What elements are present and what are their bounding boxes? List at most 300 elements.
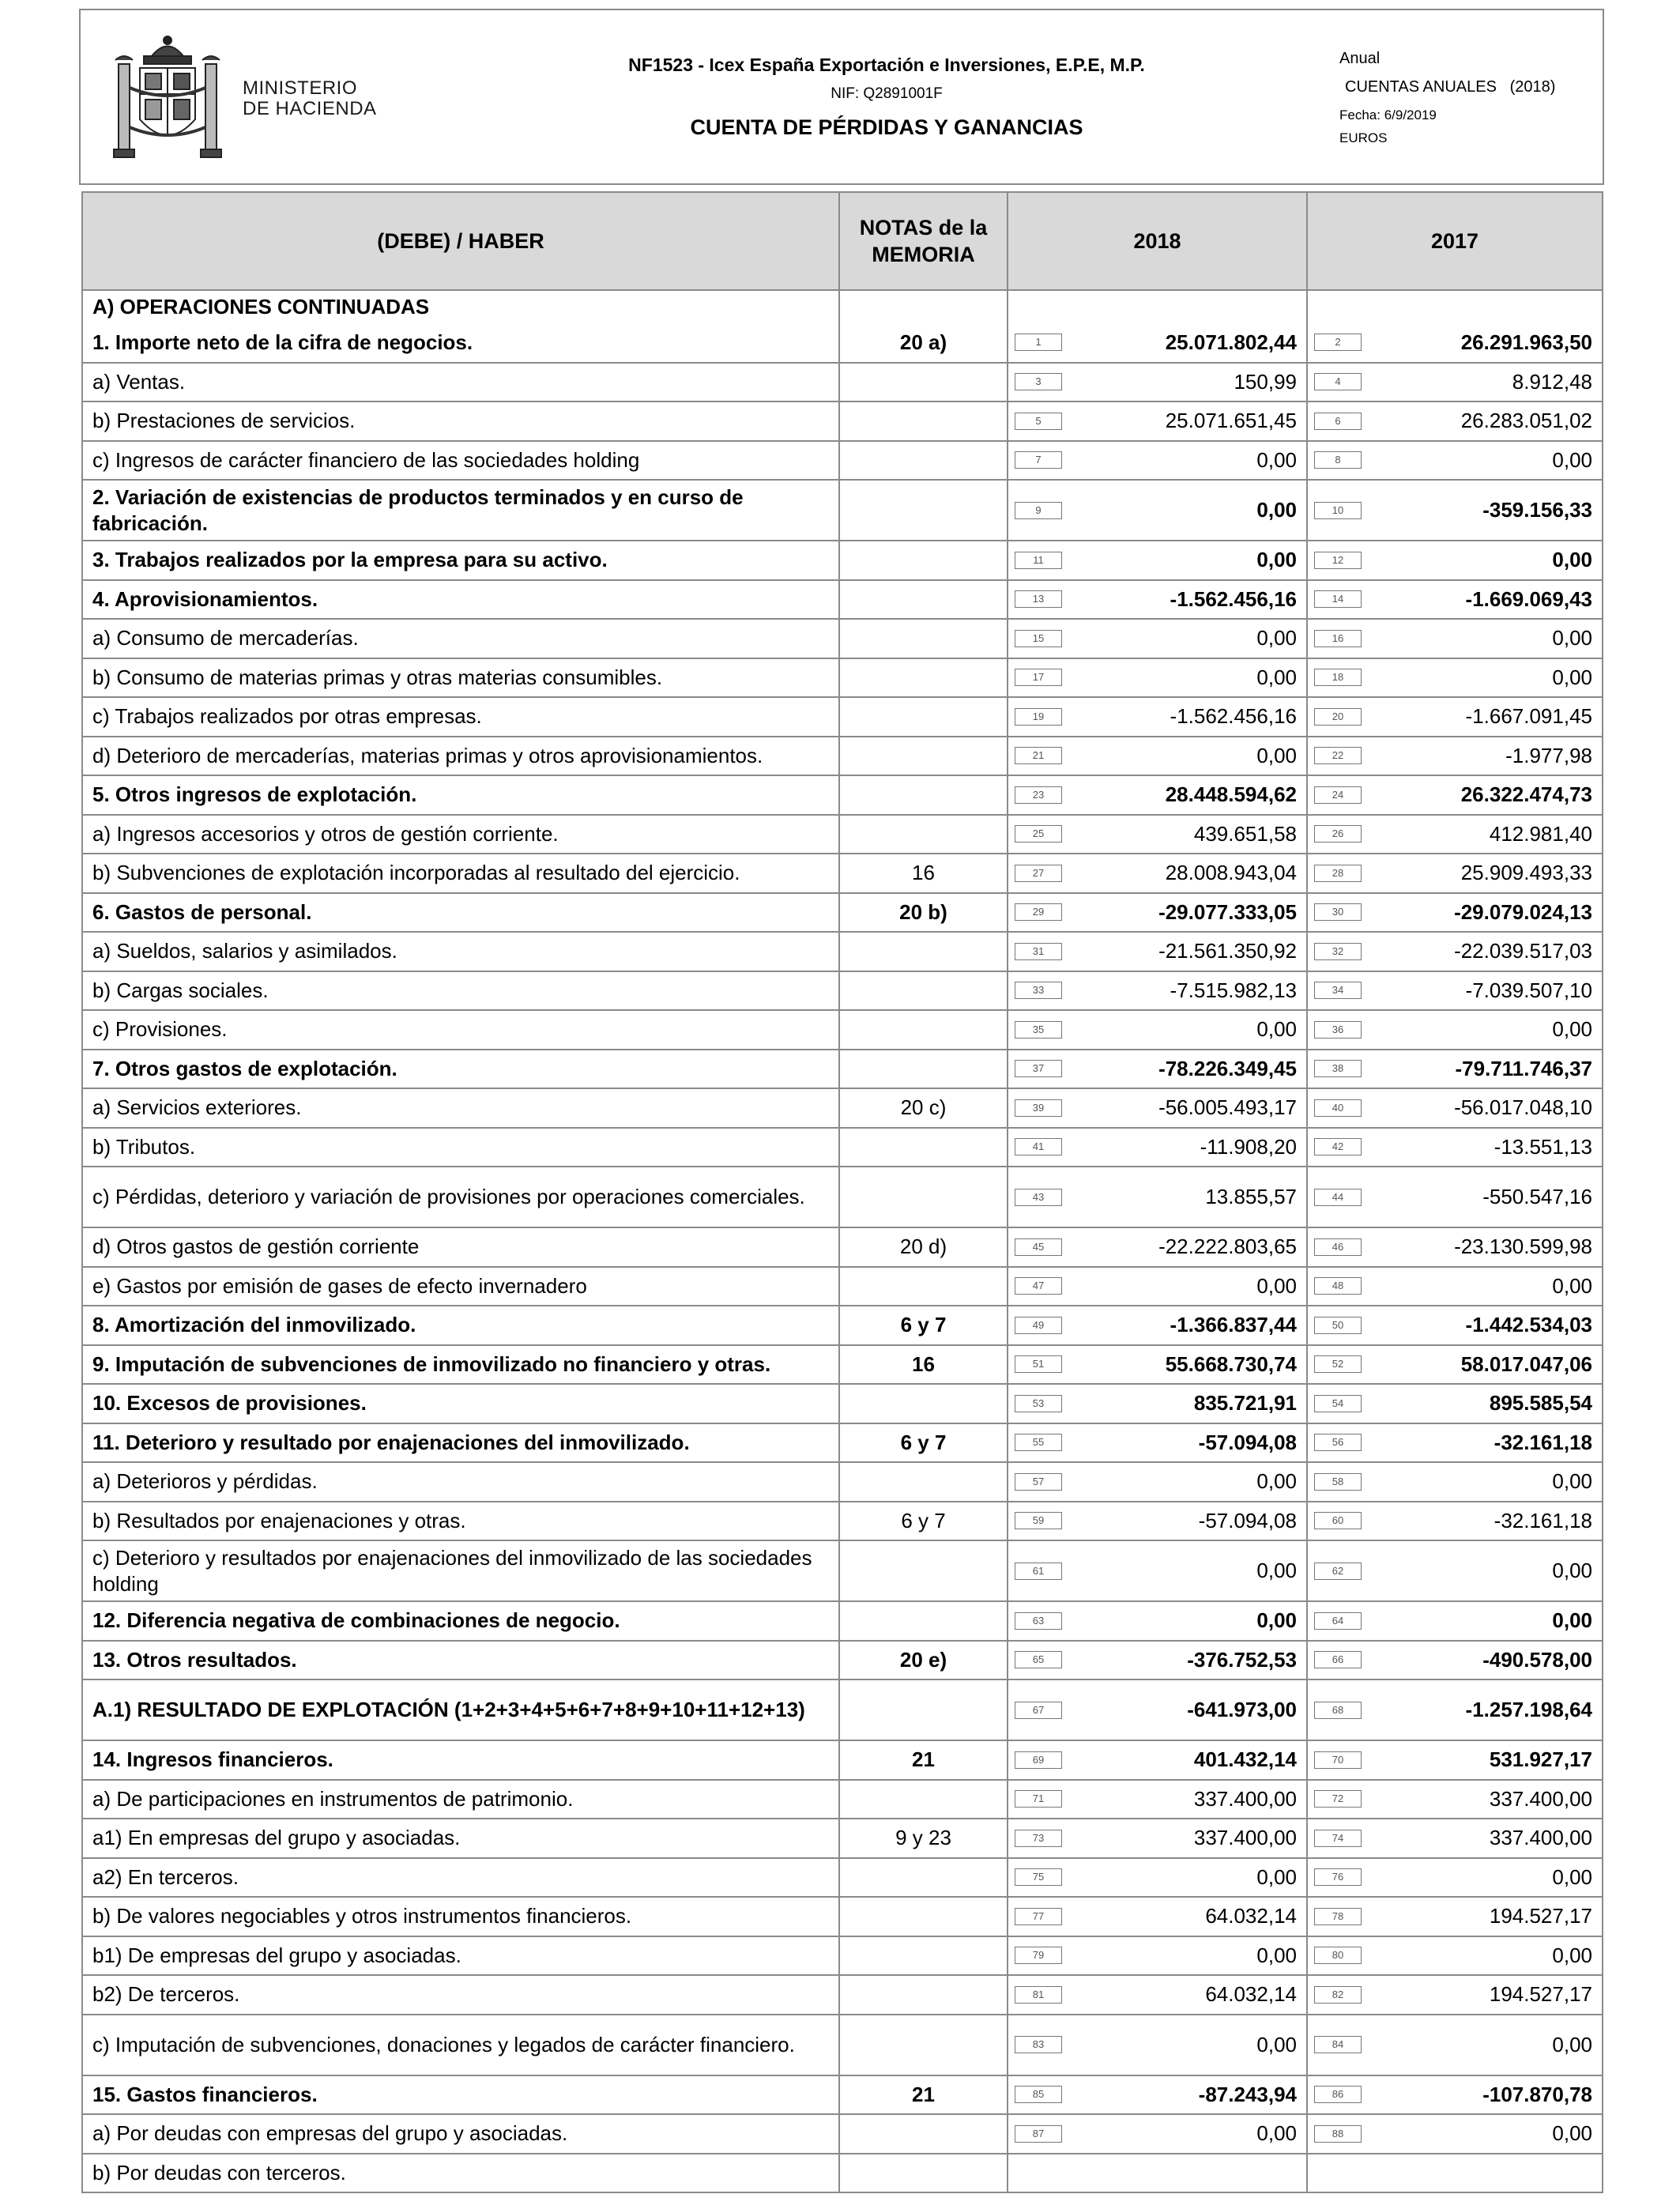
- row-amount-2017: 194.527,17: [1489, 1982, 1592, 2007]
- row-nota: [839, 1462, 1008, 1502]
- row-label: b) Por deudas con terceros.: [82, 2154, 839, 2193]
- row-value-2018: [1008, 1227, 1307, 1267]
- row-amount-2017: 0,00: [1552, 1864, 1592, 1889]
- row-nota: 6 y 7: [839, 1423, 1008, 1463]
- row-box-2018: 63: [1015, 1612, 1062, 1630]
- row-box-2018: 27: [1015, 865, 1062, 882]
- row-amount-2018: -87.243,94: [1198, 2082, 1297, 2106]
- row-box-2018: 41: [1015, 1138, 1062, 1155]
- row-value-2018: [1008, 1858, 1307, 1898]
- row-value-2017: [1307, 1227, 1603, 1267]
- row-box-2018: 83: [1015, 2036, 1062, 2053]
- row-nota: [839, 1167, 1008, 1227]
- row-box-2017: 30: [1314, 903, 1362, 921]
- row-value-2018: [1008, 737, 1307, 776]
- row-value-2018: [1008, 697, 1307, 737]
- row-amount-2017: 26.291.963,50: [1460, 330, 1592, 354]
- row-value-2017: [1307, 854, 1603, 893]
- row-box-2018: 9: [1015, 502, 1062, 519]
- row-amount-2017: 337.400,00: [1489, 1826, 1592, 1850]
- row-amount-2018: 0,00: [1256, 743, 1297, 767]
- row-box-2018: 75: [1015, 1868, 1062, 1886]
- table-row: [82, 2154, 1603, 2193]
- row-value-2018: [1008, 480, 1307, 541]
- row-label: 2. Variación de existencias de productos terminados y en curso de fabricación.: [82, 480, 839, 541]
- row-amount-2018: 64.032,14: [1205, 1904, 1297, 1928]
- row-nota: 6 y 7: [839, 1306, 1008, 1345]
- table-row: [82, 1306, 1603, 1345]
- row-value-2018: [1008, 580, 1307, 620]
- row-amount-2017: -56.017.048,10: [1454, 1095, 1592, 1120]
- row-label: 6. Gastos de personal.: [82, 893, 839, 933]
- row-value-2018: [1008, 1780, 1307, 1819]
- row-box-2018: 35: [1015, 1021, 1062, 1039]
- header-notes-line1: NOTAS de la: [859, 216, 988, 239]
- row-label: a) Servicios exteriores.: [82, 1088, 839, 1128]
- row-amount-2018: 0,00: [1256, 2121, 1297, 2146]
- table-row: [82, 893, 1603, 933]
- table-row: [82, 1858, 1603, 1898]
- table-row: [82, 815, 1603, 854]
- row-nota: [839, 815, 1008, 854]
- row-value-2018: [1008, 2015, 1307, 2075]
- row-amount-2017: -107.870,78: [1482, 2082, 1592, 2106]
- row-nota: [839, 1540, 1008, 1601]
- row-nota: [839, 971, 1008, 1011]
- row-box-2018: 15: [1015, 630, 1062, 647]
- row-value-2018: [1008, 932, 1307, 971]
- row-amount-2018: -78.226.349,45: [1158, 1056, 1297, 1080]
- table-row: [82, 1819, 1603, 1858]
- row-nota: 20 e): [839, 1641, 1008, 1680]
- table-row: [82, 932, 1603, 971]
- row-value-2017: [1307, 1502, 1603, 1541]
- table-row: [82, 1502, 1603, 1541]
- table-header-row: [82, 192, 1603, 290]
- row-box-2018: 87: [1015, 2125, 1062, 2143]
- row-box-2018: 7: [1015, 451, 1062, 469]
- row-nota: [839, 1679, 1008, 1740]
- row-amount-2017: -29.079.024,13: [1454, 899, 1592, 924]
- row-label: c) Imputación de subvenciones, donaciones y legados de carácter financiero.: [82, 2015, 839, 2075]
- row-nota: [839, 1601, 1008, 1641]
- row-value-2018: [1008, 1679, 1307, 1740]
- row-box-2018: 49: [1015, 1317, 1062, 1334]
- row-nota: [839, 1128, 1008, 1167]
- row-amount-2017: 26.322.474,73: [1460, 782, 1592, 807]
- row-box-2017: 70: [1314, 1751, 1362, 1769]
- row-value-2017: [1307, 1306, 1603, 1345]
- row-box-2018: 13: [1015, 590, 1062, 608]
- row-value-2018: [1008, 658, 1307, 698]
- row-box-2018: 31: [1015, 943, 1062, 960]
- row-value-2017: [1307, 1975, 1603, 2015]
- row-label: 3. Trabajos realizados por la empresa para su activo.: [82, 541, 839, 580]
- row-label: 10. Excesos de provisiones.: [82, 1384, 839, 1423]
- row-amount-2017: 412.981,40: [1489, 821, 1592, 846]
- table-row: [82, 737, 1603, 776]
- entity-name: NF1523 - Icex España Exportación e Inversiones, E.P.E, M.P.: [628, 55, 1145, 75]
- table-row: [82, 1088, 1603, 1128]
- row-amount-2017: 337.400,00: [1489, 1786, 1592, 1811]
- row-nota: [839, 1010, 1008, 1050]
- period-label: Anual: [1339, 50, 1381, 67]
- row-value-2018: [1008, 1345, 1307, 1385]
- row-value-2017: [1307, 2154, 1603, 2193]
- row-amount-2018: 0,00: [1256, 2032, 1297, 2056]
- row-nota: [839, 1384, 1008, 1423]
- row-label: 12. Diferencia negativa de combinaciones de negocio.: [82, 1601, 839, 1641]
- row-value-2017: [1307, 2075, 1603, 2115]
- row-value-2018: [1008, 1740, 1307, 1780]
- table-row: [82, 619, 1603, 658]
- row-label: b) Consumo de materias primas y otras materias consumibles.: [82, 658, 839, 698]
- section-nota-empty: [839, 290, 1008, 323]
- row-box-2018: 37: [1015, 1060, 1062, 1077]
- row-box-2017: 42: [1314, 1138, 1362, 1155]
- row-value-2017: [1307, 1679, 1603, 1740]
- row-amount-2018: 28.448.594,62: [1165, 782, 1297, 807]
- table-row: [82, 480, 1603, 541]
- row-amount-2017: -23.130.599,98: [1454, 1235, 1592, 1259]
- row-amount-2017: 0,00: [1552, 2032, 1592, 2056]
- row-nota: [839, 619, 1008, 658]
- row-nota: [839, 1267, 1008, 1306]
- row-box-2017: 16: [1314, 630, 1362, 647]
- row-nota: [839, 932, 1008, 971]
- row-label: 4. Aprovisionamientos.: [82, 580, 839, 620]
- row-box-2017: 62: [1314, 1563, 1362, 1580]
- row-box-2017: 88: [1314, 2125, 1362, 2143]
- row-label: b) De valores negociables y otros instrumentos financieros.: [82, 1897, 839, 1936]
- row-amount-2018: -1.562.456,16: [1170, 704, 1297, 729]
- row-box-2017: 52: [1314, 1355, 1362, 1373]
- row-amount-2017: 194.527,17: [1489, 1904, 1592, 1928]
- row-amount-2017: 0,00: [1552, 1469, 1592, 1494]
- row-value-2018: [1008, 1306, 1307, 1345]
- row-nota: [839, 480, 1008, 541]
- row-nota: [839, 737, 1008, 776]
- row-box-2018: 21: [1015, 747, 1062, 764]
- row-amount-2018: 0,00: [1256, 1864, 1297, 1889]
- table-row: [82, 1050, 1603, 1089]
- row-nota: [839, 401, 1008, 441]
- row-box-2018: 59: [1015, 1512, 1062, 1529]
- row-amount-2018: 13.855,57: [1205, 1185, 1297, 1208]
- row-amount-2017: 895.585,54: [1489, 1391, 1592, 1416]
- row-box-2017: 64: [1314, 1612, 1362, 1630]
- row-value-2017: [1307, 697, 1603, 737]
- row-box-2018: 11: [1015, 552, 1062, 569]
- row-amount-2017: -1.257.198,64: [1465, 1698, 1592, 1721]
- row-box-2017: 60: [1314, 1512, 1362, 1529]
- row-box-2017: 50: [1314, 1317, 1362, 1334]
- row-amount-2018: 0,00: [1256, 498, 1297, 522]
- entity-nif: NIF: Q2891001F: [831, 85, 943, 102]
- row-box-2018: 29: [1015, 903, 1062, 921]
- row-box-2018: 61: [1015, 1563, 1062, 1580]
- row-amount-2017: -1.669.069,43: [1465, 586, 1592, 611]
- row-label: a) De participaciones en instrumentos de patrimonio.: [82, 1780, 839, 1819]
- row-box-2018: 47: [1015, 1277, 1062, 1295]
- row-amount-2017: 0,00: [1552, 1017, 1592, 1042]
- row-box-2017: 8: [1314, 451, 1362, 469]
- row-value-2017: [1307, 1540, 1603, 1601]
- row-value-2018: [1008, 363, 1307, 402]
- row-amount-2018: 439.651,58: [1193, 821, 1297, 846]
- row-value-2018: [1008, 1128, 1307, 1167]
- document-title: CUENTA DE PÉRDIDAS Y GANANCIAS: [690, 115, 1083, 139]
- row-nota: [839, 541, 1008, 580]
- row-amount-2018: -22.222.803,65: [1158, 1235, 1297, 1259]
- table-row: [82, 1936, 1603, 1976]
- row-box-2017: 74: [1314, 1830, 1362, 1847]
- row-value-2017: [1307, 1780, 1603, 1819]
- row-amount-2018: 0,00: [1256, 1017, 1297, 1042]
- row-label: a) Ingresos accesorios y otros de gestión corriente.: [82, 815, 839, 854]
- currency-label: EUROS: [1339, 130, 1388, 145]
- row-label: c) Trabajos realizados por otras empresas.: [82, 697, 839, 737]
- row-nota: 16: [839, 1345, 1008, 1385]
- row-amount-2018: 0,00: [1256, 1559, 1297, 1582]
- row-amount-2017: 0,00: [1552, 447, 1592, 472]
- row-box-2018: 53: [1015, 1395, 1062, 1412]
- row-value-2018: [1008, 2075, 1307, 2115]
- header-year-2018: 2018: [1008, 192, 1307, 290]
- row-value-2018: [1008, 854, 1307, 893]
- ministry-name: [243, 78, 377, 119]
- row-value-2017: [1307, 580, 1603, 620]
- row-amount-2018: 0,00: [1256, 665, 1297, 689]
- row-amount-2017: -550.547,16: [1482, 1185, 1592, 1208]
- row-box-2017: 82: [1314, 1986, 1362, 2004]
- row-label: a) Sueldos, salarios y asimilados.: [82, 932, 839, 971]
- row-value-2017: [1307, 1462, 1603, 1502]
- row-amount-2017: -359.156,33: [1482, 498, 1592, 522]
- row-label: a) Consumo de mercaderías.: [82, 619, 839, 658]
- table-row: [82, 854, 1603, 893]
- row-label: 11. Deterioro y resultado por enajenaciones del inmovilizado.: [82, 1423, 839, 1463]
- row-amount-2017: 0,00: [1552, 2121, 1592, 2146]
- row-amount-2017: 25.909.493,33: [1460, 861, 1592, 885]
- row-amount-2017: -1.667.091,45: [1465, 704, 1592, 729]
- row-amount-2018: 28.008.943,04: [1165, 861, 1297, 885]
- row-amount-2017: 0,00: [1552, 548, 1592, 572]
- row-value-2018: [1008, 1267, 1307, 1306]
- row-label: e) Gastos por emisión de gases de efecto invernadero: [82, 1267, 839, 1306]
- row-box-2017: 24: [1314, 786, 1362, 804]
- row-box-2017: 6: [1314, 413, 1362, 430]
- row-label: a2) En terceros.: [82, 1858, 839, 1898]
- row-label: c) Deterioro y resultados por enajenaciones del inmovilizado de las sociedades holding: [82, 1540, 839, 1601]
- row-box-2017: 46: [1314, 1238, 1362, 1256]
- row-box-2017: 28: [1314, 865, 1362, 882]
- row-box-2018: 69: [1015, 1751, 1062, 1769]
- row-label: c) Ingresos de carácter financiero de las sociedades holding: [82, 441, 839, 481]
- row-value-2018: [1008, 1167, 1307, 1227]
- row-box-2017: 12: [1314, 552, 1362, 569]
- row-amount-2018: 0,00: [1256, 626, 1297, 650]
- row-nota: 20 d): [839, 1227, 1008, 1267]
- table-row: [82, 2075, 1603, 2115]
- row-amount-2018: -376.752,53: [1187, 1647, 1297, 1672]
- row-nota: 9 y 23: [839, 1819, 1008, 1858]
- row-amount-2017: 0,00: [1552, 1559, 1592, 1582]
- row-value-2017: [1307, 1050, 1603, 1089]
- table-row: [82, 1167, 1603, 1227]
- row-value-2017: [1307, 619, 1603, 658]
- row-nota: [839, 2015, 1008, 2075]
- row-value-2017: [1307, 441, 1603, 481]
- row-box-2017: 54: [1314, 1395, 1362, 1412]
- row-amount-2018: 835.721,91: [1193, 1391, 1297, 1416]
- table-row: [82, 541, 1603, 580]
- row-amount-2017: 0,00: [1552, 1608, 1592, 1633]
- row-value-2017: [1307, 893, 1603, 933]
- row-value-2018: [1008, 2154, 1307, 2193]
- row-nota: [839, 1858, 1008, 1898]
- row-value-2018: [1008, 1050, 1307, 1089]
- row-box-2018: 77: [1015, 1908, 1062, 1925]
- row-value-2017: [1307, 2015, 1603, 2075]
- table-row: [82, 2015, 1603, 2075]
- row-label: b1) De empresas del grupo y asociadas.: [82, 1936, 839, 1976]
- row-amount-2017: 58.017.047,06: [1460, 1351, 1592, 1376]
- row-label: 7. Otros gastos de explotación.: [82, 1050, 839, 1089]
- row-value-2017: [1307, 1819, 1603, 1858]
- row-amount-2018: 0,00: [1256, 1943, 1297, 1967]
- table-row: [82, 658, 1603, 698]
- row-box-2017: 86: [1314, 2086, 1362, 2103]
- row-nota: 20 a): [839, 323, 1008, 363]
- row-label: b) Resultados por enajenaciones y otras.: [82, 1502, 839, 1541]
- row-nota: 21: [839, 1740, 1008, 1780]
- row-nota: [839, 580, 1008, 620]
- row-value-2018: [1008, 1601, 1307, 1641]
- row-box-2018: 81: [1015, 1986, 1062, 2004]
- row-value-2017: [1307, 1423, 1603, 1463]
- row-box-2018: 25: [1015, 825, 1062, 843]
- row-amount-2018: 55.668.730,74: [1165, 1351, 1297, 1376]
- document-header: [79, 9, 1604, 185]
- row-box-2017: 36: [1314, 1021, 1362, 1039]
- row-box-2018: 3: [1015, 373, 1062, 390]
- row-nota: [839, 697, 1008, 737]
- row-amount-2018: 25.071.802,44: [1165, 330, 1297, 354]
- row-amount-2017: -490.578,00: [1482, 1647, 1592, 1672]
- row-box-2018: 19: [1015, 708, 1062, 726]
- row-value-2017: [1307, 1010, 1603, 1050]
- row-amount-2017: -7.039.507,10: [1465, 978, 1592, 1002]
- row-amount-2018: 0,00: [1256, 1608, 1297, 1633]
- row-amount-2017: 0,00: [1552, 1273, 1592, 1298]
- row-value-2017: [1307, 658, 1603, 698]
- row-amount-2018: -641.973,00: [1187, 1698, 1297, 1721]
- row-box-2017: 14: [1314, 590, 1362, 608]
- row-box-2017: 78: [1314, 1908, 1362, 1925]
- row-value-2018: [1008, 1423, 1307, 1463]
- row-label: c) Provisiones.: [82, 1010, 839, 1050]
- row-amount-2017: -1.442.534,03: [1465, 1313, 1592, 1337]
- row-nota: [839, 1975, 1008, 2015]
- table-row: [82, 363, 1603, 402]
- row-box-2018: 33: [1015, 982, 1062, 999]
- row-box-2018: 39: [1015, 1099, 1062, 1117]
- row-value-2018: [1008, 815, 1307, 854]
- row-amount-2018: -1.366.837,44: [1170, 1313, 1297, 1337]
- row-amount-2017: -1.977,98: [1505, 743, 1592, 767]
- row-value-2018: [1008, 1975, 1307, 2015]
- row-box-2018: 79: [1015, 1947, 1062, 1964]
- row-nota: 20 b): [839, 893, 1008, 933]
- row-box-2018: 67: [1015, 1702, 1062, 1719]
- row-label: 1. Importe neto de la cifra de negocios.: [82, 323, 839, 363]
- table-row: [82, 775, 1603, 815]
- row-value-2017: [1307, 1167, 1603, 1227]
- table-row: [82, 1267, 1603, 1306]
- table-row: [82, 1128, 1603, 1167]
- row-value-2018: [1008, 401, 1307, 441]
- table-row: [82, 1679, 1603, 1740]
- header-year-2017: 2017: [1307, 192, 1603, 290]
- row-box-2017: 34: [1314, 982, 1362, 999]
- row-value-2018: [1008, 1641, 1307, 1680]
- row-box-2018: 45: [1015, 1238, 1062, 1256]
- row-amount-2018: 150,99: [1234, 369, 1297, 394]
- row-box-2018: 55: [1015, 1434, 1062, 1451]
- row-label: d) Deterioro de mercaderías, materias primas y otros aprovisionamientos.: [82, 737, 839, 776]
- row-box-2018: 1: [1015, 334, 1062, 351]
- row-nota: 21: [839, 2075, 1008, 2115]
- row-amount-2018: 0,00: [1256, 447, 1297, 472]
- row-value-2018: [1008, 1540, 1307, 1601]
- row-amount-2018: 337.400,00: [1193, 1826, 1297, 1850]
- row-box-2017: 44: [1314, 1189, 1362, 1206]
- table-row: [82, 697, 1603, 737]
- ministry-line1: MINISTERIO: [243, 77, 358, 99]
- row-amount-2018: 401.432,14: [1193, 1747, 1297, 1772]
- row-box-2017: 38: [1314, 1060, 1362, 1077]
- section-v1-empty: [1008, 290, 1307, 323]
- row-box-2018: 73: [1015, 1830, 1062, 1847]
- table-row: [82, 401, 1603, 441]
- row-nota: 6 y 7: [839, 1502, 1008, 1541]
- row-amount-2018: -57.094,08: [1198, 1508, 1297, 1532]
- row-value-2017: [1307, 1267, 1603, 1306]
- row-box-2017: 40: [1314, 1099, 1362, 1117]
- row-amount-2018: 0,00: [1256, 548, 1297, 572]
- table-row: [82, 1601, 1603, 1641]
- row-amount-2018: 0,00: [1256, 1469, 1297, 1494]
- row-amount-2017: -13.551,13: [1494, 1134, 1592, 1159]
- row-nota: [839, 1050, 1008, 1089]
- row-nota: [839, 441, 1008, 481]
- row-label: a) Por deudas con empresas del grupo y asociadas.: [82, 2114, 839, 2154]
- row-box-2017: 56: [1314, 1434, 1362, 1451]
- row-box-2017: 80: [1314, 1947, 1362, 1964]
- table-row: [82, 323, 1603, 363]
- section-v2-empty: [1307, 290, 1603, 323]
- table-row: [82, 1740, 1603, 1780]
- row-box-2017: 66: [1314, 1651, 1362, 1668]
- row-box-2017: 32: [1314, 943, 1362, 960]
- row-amount-2018: 25.071.651,45: [1165, 409, 1297, 433]
- row-box-2018: 85: [1015, 2086, 1062, 2103]
- row-label: 8. Amortización del inmovilizado.: [82, 1306, 839, 1345]
- row-value-2018: [1008, 1384, 1307, 1423]
- table-row: [82, 1897, 1603, 1936]
- row-value-2017: [1307, 2114, 1603, 2154]
